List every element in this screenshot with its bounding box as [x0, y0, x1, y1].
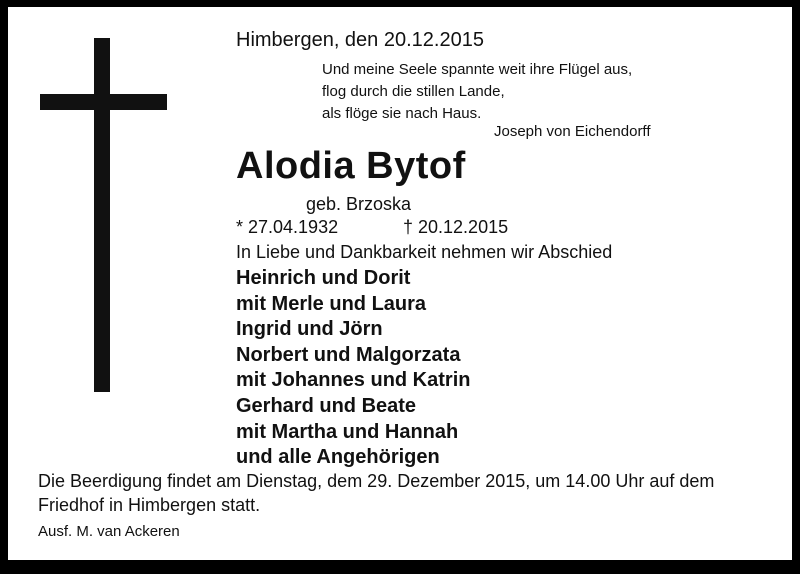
- cross-icon: [94, 38, 110, 392]
- mourners-list: [236, 266, 470, 471]
- farewell-line: In Liebe und Dankbarkeit nehmen wir Abschied: [236, 242, 613, 262]
- mourner: und alle Angehörigen: [236, 446, 440, 469]
- birth-date: * 27.04.1932: [236, 217, 339, 237]
- deceased-name: Alodia Bytof: [236, 145, 466, 187]
- mourner: mit Johannes und Katrin: [236, 369, 471, 392]
- mourner: mit Martha und Hannah: [236, 420, 459, 443]
- poem-line: als flöge sie nach Haus.: [322, 105, 482, 122]
- obituary-notice: [8, 7, 792, 560]
- poem-line: Und meine Seele spannte weit ihre Flügel aus,: [322, 61, 633, 78]
- mourner: Gerhard und Beate: [236, 394, 417, 417]
- cross-icon-bar: [40, 94, 167, 110]
- mourner: mit Merle und Laura: [236, 292, 427, 315]
- place-date: Himbergen, den 20.12.2015: [236, 29, 484, 51]
- poem: [322, 59, 632, 125]
- poem-line: flog durch die stillen Lande,: [322, 83, 505, 100]
- death-date: † 20.12.2015: [403, 217, 509, 237]
- mourner: Heinrich und Dorit: [236, 267, 411, 289]
- poem-author: Joseph von Eichendorff: [494, 123, 651, 140]
- funeral-notice: Die Beerdigung findet am Dienstag, dem 29. Dezember 2015, um 14.00 Uhr auf dem Friedhof in Himbergen statt.: [38, 471, 715, 515]
- mourner: Norbert und Malgorzata: [236, 343, 461, 366]
- undertaker: Ausf. M. van Ackeren: [38, 523, 180, 540]
- born-name: geb. Brzoska: [306, 194, 412, 214]
- mourner: Ingrid und Jörn: [236, 318, 383, 341]
